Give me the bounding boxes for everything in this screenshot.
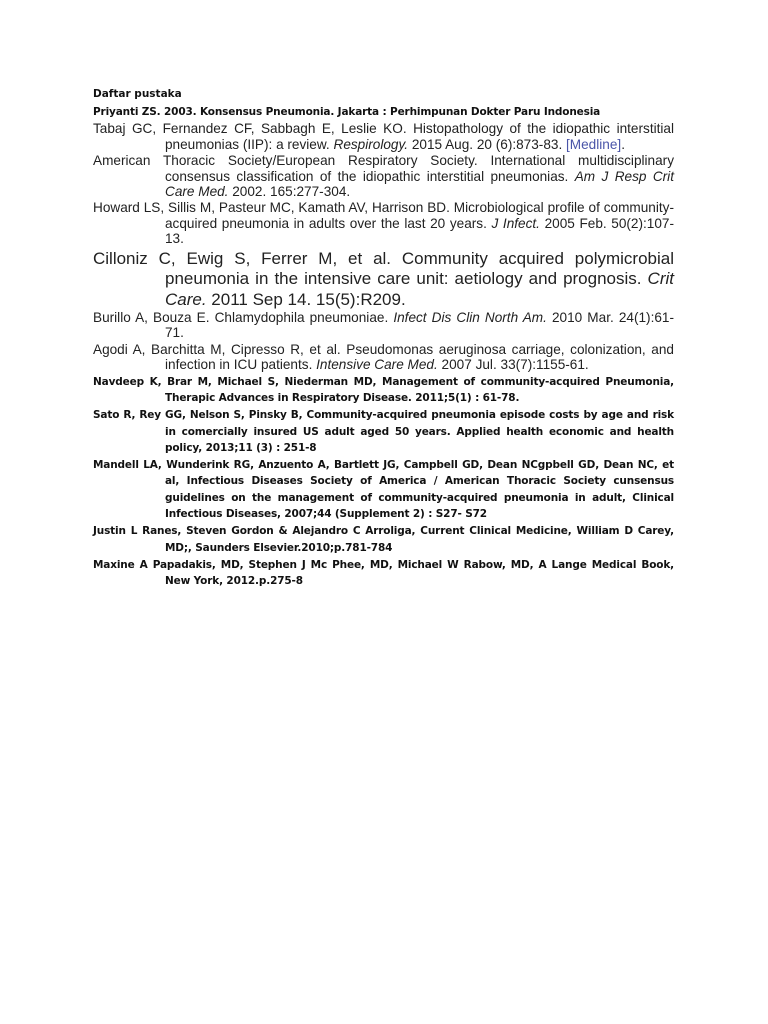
reference-ranes: Justin L Ranes, Steven Gordon & Alejandro C Arroliga, Current Clinical Medicine, William D Carey, MD;, Saunders Elsevier.2010;p.781-784 — [93, 525, 674, 554]
reference-authors-title: American Thoracic Society/European Respiratory Society. International multidisciplinary consensus classification of the idiopathic interstitial pneumonias. — [93, 153, 674, 184]
medline-link[interactable]: [Medline] — [566, 136, 622, 152]
reference-journal: Am J Resp Crit Care Med. — [165, 168, 674, 199]
reference-burillo — [93, 310, 674, 341]
reference-details: 2010 Mar. 24(1):61-71. — [165, 310, 674, 341]
reference-authors-title: Tabaj GC, Fernandez CF, Sabbagh E, Leslie KO. Histopathology of the idiopathic interstitial pneumonias (IIP): a review. — [93, 121, 674, 152]
reference-navdeep: Navdeep K, Brar M, Michael S, Niederman MD, Management of community-acquired Pneumonia, Therapic Advances in Respiratory Disease. 2011;5(1) : 61-78. — [93, 375, 674, 404]
reference-details: 2011 Sep 14. 15(5):R209. — [206, 289, 406, 309]
reference-list-page — [93, 86, 674, 591]
reference-journal: Respirology. — [333, 136, 409, 152]
reference-details: 2005 Feb. 50(2):107-13. — [165, 215, 674, 247]
reference-details: 2007 Jul. 33(7):1155-61. — [437, 357, 589, 373]
reference-details: 2002. 165:277-304. — [228, 183, 351, 199]
reference-sato: Sato R, Rey GG, Nelson S, Pinsky B, Community-acquired pneumonia episode costs by age and risk in comercially insured US adult aged 50 years. Applied health economic and health policy, 2013;11 (3) : 251-8 — [93, 409, 674, 454]
reference-tabaj — [93, 121, 674, 152]
reference-journal: Crit Care. — [165, 269, 674, 309]
reference-journal: J Infect. — [491, 215, 540, 231]
page-heading: Daftar pustaka — [93, 88, 182, 100]
reference-details: 2015 Aug. 20 (6):873-83. — [408, 136, 567, 152]
reference-papadakis: Maxine A Papadakis, MD, Stephen J Mc Phee, MD, Michael W Rabow, MD, A Lange Medical Book, New York, 2012.p.275-8 — [93, 558, 674, 588]
reference-journal: Intensive Care Med. — [316, 357, 438, 373]
reference-ats — [93, 153, 674, 199]
reference-priyanti: Priyanti ZS. 2003. Konsensus Pneumonia. Jakarta : Perhimpunan Dokter Paru Indonesia — [93, 106, 601, 118]
reference-tail: . — [621, 136, 625, 152]
reference-authors-title: Howard LS, Sillis M, Pasteur MC, Kamath AV, Harrison BD. Microbiological profile of community-acquired pneumonia in adults over the last 20 years. — [93, 200, 674, 231]
reference-cilloniz — [93, 249, 674, 311]
reference-journal: Infect Dis Clin North Am. — [393, 310, 547, 326]
reference-authors-title: Agodi A, Barchitta M, Cipresso R, et al. Pseudomonas aeruginosa carriage, colonization, and infection in ICU patients. — [93, 341, 674, 373]
reference-agodi — [93, 342, 674, 373]
reference-authors-title: Burillo A, Bouza E. Chlamydophila pneumoniae. — [93, 310, 394, 326]
reference-authors-title: Cilloniz C, Ewig S, Ferrer M, et al. Community acquired polymicrobial pneumonia in the intensive care unit: aetiology and prognosis. — [93, 248, 674, 289]
reference-mandell: Mandell LA, Wunderink RG, Anzuento A, Bartlett JG, Campbell GD, Dean NCgpbell GD, Dean NC, et al, Infectious Diseases Society of America / American Thoracic Society cunsensus guidelines on the management of community-acquired pneumonia in adult, Clinical Infectious Diseases, 2007;44 (Supplement 2) : S27- S72 — [93, 459, 674, 521]
reference-howard — [93, 200, 674, 246]
